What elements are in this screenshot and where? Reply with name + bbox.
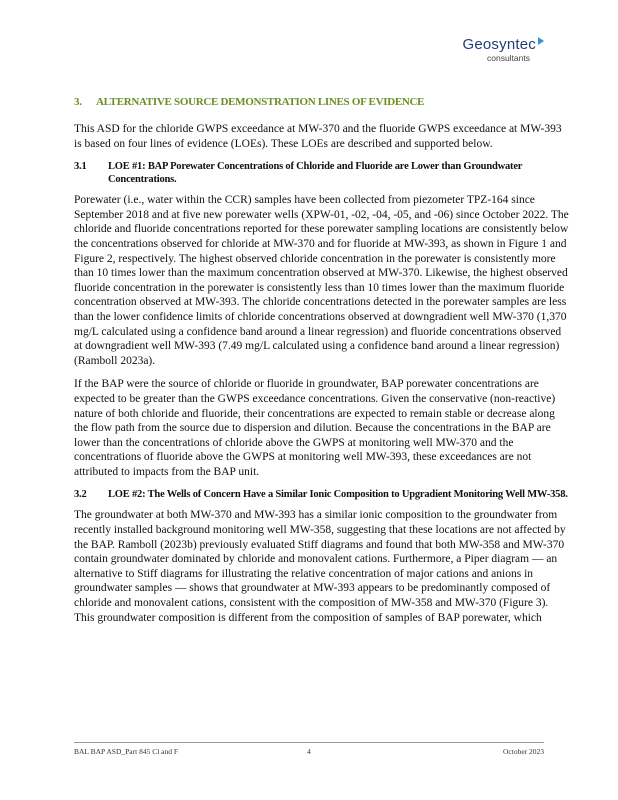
subsection-heading-loe1 bbox=[74, 160, 570, 186]
section-number: 3. bbox=[74, 96, 82, 108]
loe1-paragraph-1: Porewater (i.e., water within the CCR) samples have been collected from piezometer TPZ-164 since September 2018 and at five new porewater wells (XPW-01, -02, -04, -05, and -06) since October 2022. The chloride and fluoride concentrations reported for these porewater sampling locations are consistently below the concentrations observed for chloride at MW-370 and for fluoride at MW-393, as shown in Figure 1 and Figure 2, respectively. The highest observed chloride concentration in the porewater is consistently more than 10 times lower than the maximum concentration observed at MW-370. Likewise, the highest observed fluoride concentration in the porewater is consistently less than 10 times lower than the maximum fluoride concentration observed at MW-393. The chloride concentrations detected in the porewater samples are less than the lower confidence limits of chloride concentrations observed at downgradient well MW-370 (1,370 mg/L calculated using a confidence band around a linear regression) and fluoride concentrations observed at downgradient well MW-393 (7.49 mg/L calculated using a confidence band around a linear regression) (Ramboll 2023a). bbox=[74, 194, 569, 367]
document-body bbox=[74, 96, 570, 634]
subsection-title: LOE #1: BAP Porewater Concentrations of Chloride and Fluoride are Lower than Groundwater Concentrations. bbox=[108, 161, 523, 186]
loe2-paragraph-1: The groundwater at both MW-370 and MW-393 has a similar ionic composition to the groundwater from recently installed background monitoring well MW-358, suggesting that these locations are not affected by the BAP. Ramboll (2023b) previously evaluated Stiff diagrams and found that both MW-358 and MW-370 contain groundwater dominated by chloride and monovalent cations. Furthermore, a Piper diagram — an alternative to Stiff diagrams for illustrating the relative concentration of major cations and anions in groundwater samples — shows that groundwater at MW-393 appears to be predominantly composed of chloride and monovalent cations, consistent with the composition of MW-358 and MW-370 (Figure 3). This groundwater composition is different from the composition of samples of BAP porewater, which bbox=[74, 509, 566, 624]
company-name: Geosyntec bbox=[462, 36, 536, 53]
intro-paragraph: This ASD for the chloride GWPS exceedance at MW-370 and the fluoride GWPS exceedance at MW-393 is based on four lines of evidence (LOEs). These LOEs are described and supported below. bbox=[74, 123, 562, 150]
company-tagline: consultants bbox=[487, 53, 530, 63]
footer-date: October 2023 bbox=[502, 747, 545, 756]
company-logo bbox=[462, 36, 544, 63]
page-footer bbox=[74, 742, 544, 756]
section-heading bbox=[74, 96, 570, 108]
footer-page-number: 4 bbox=[307, 747, 311, 756]
subsection-number: 3.2 bbox=[74, 489, 87, 501]
subsection-heading-loe2 bbox=[74, 488, 570, 501]
loe1-paragraph-2: If the BAP were the source of chloride or fluoride in groundwater, BAP porewater concentrations are expected to be greater than the GWPS exceedance concentrations. Given the conservative (non-reactive) nature of both chloride and fluoride, their concentrations are expected to remain stable or decrease along the flow path from the source due to dispersion and dilution. Because the concentrations in the BAP are lower than the concentrations of chloride above the GWPS at monitoring well MW-370 and the concentrations of fluoride above the GWPS at monitoring well MW-393, these exceedances are not attributed to impacts from the BAP unit. bbox=[74, 378, 556, 478]
footer-doc-title: BAL BAP ASD_Part 845 Cl and F bbox=[74, 747, 179, 756]
subsection-number: 3.1 bbox=[74, 161, 87, 173]
section-title: ALTERNATIVE SOURCE DEMONSTRATION LINES OF EVIDENCE bbox=[96, 96, 425, 108]
subsection-title: LOE #2: The Wells of Concern Have a Similar Ionic Composition to Upgradient Monitoring Well MW-358. bbox=[108, 489, 568, 501]
play-triangle-icon bbox=[538, 37, 544, 45]
